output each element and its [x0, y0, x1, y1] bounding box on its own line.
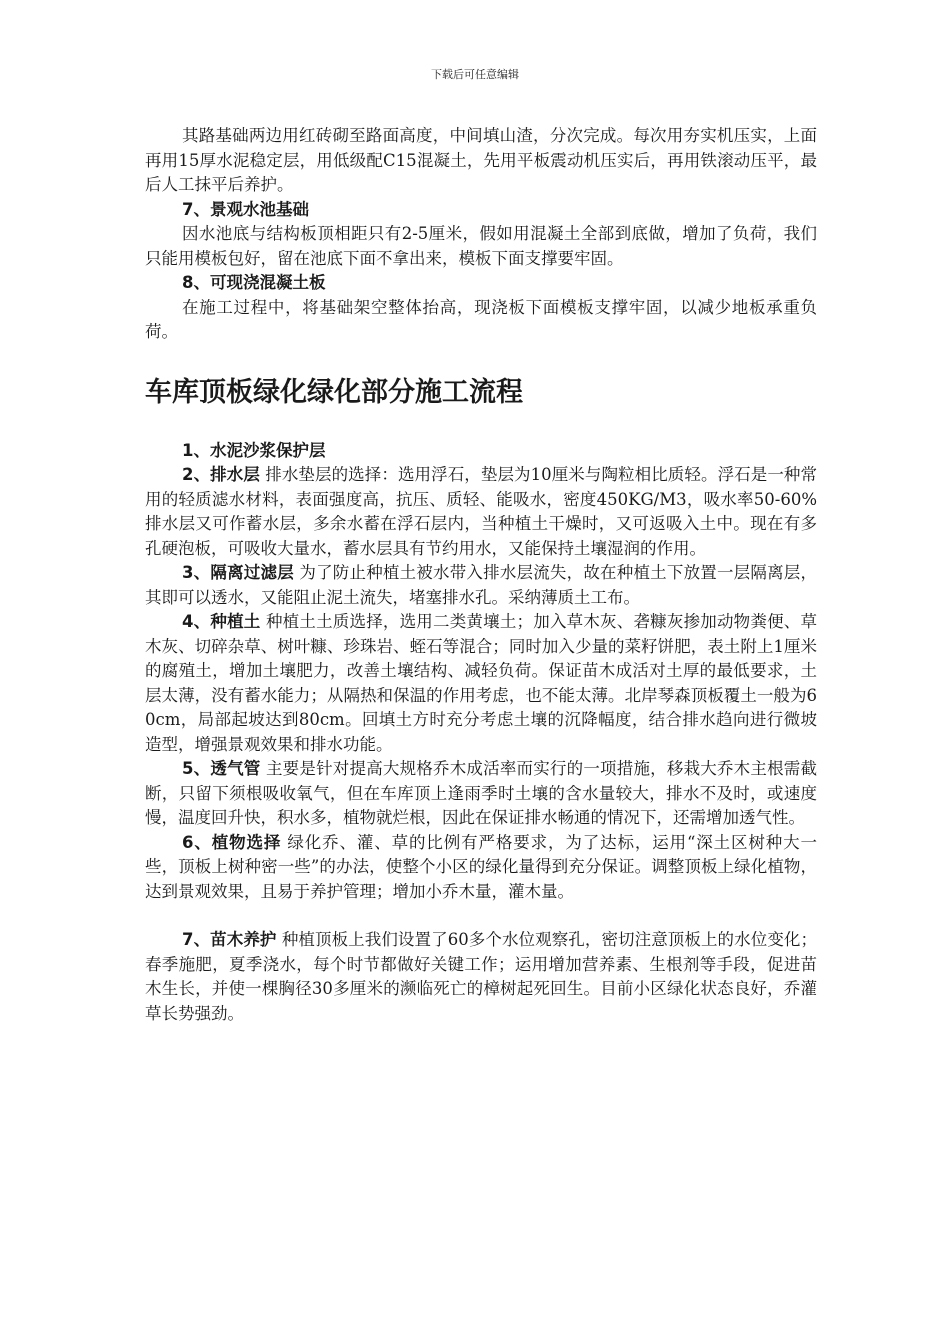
- item-text: 排水垫层的选择：选用浮石，垫层为10厘米与陶粒相比质轻。浮石是一种常用的轻质滤水材料，表面强度高，抗压、质轻、能吸水，密度450KG/M3，吸水率50-60%排水层又可作蓄水层，多余水蓄在浮石层内，当种植土干燥时，又可返吸入土中。现在有多孔硬泡板，可吸收大量水，蓄水层具有节约用水，又能保持土壤湿润的作用。: [145, 465, 817, 558]
- item-text: 绿化乔、灌、草的比例有严格要求，为了达标，运用“深土区树种大一些，顶板上树种密一些”的办法，使整个小区的绿化量得到充分保证。调整顶板上绿化植物，达到景观效果，且易于养护管理；增加小乔木量，灌木量。: [145, 832, 818, 901]
- item-planting-soil: [145, 610, 817, 757]
- item-nursery-care: [145, 928, 817, 1026]
- paragraph-pool-foundation: 因水池底与结构板顶相距只有2-5厘米，假如用混凝土全部到底做，增加了负荷，我们只能用模板包好，留在池底下面不拿出来，模板下面支撑要牢固。: [145, 224, 817, 268]
- item-label: 5、透气管: [182, 759, 261, 778]
- item-mortar-layer: 1、水泥沙浆保护层: [182, 440, 326, 460]
- item-label: 2、排水层: [182, 465, 260, 484]
- document-body: [145, 124, 817, 1026]
- item-drainage-layer: [145, 463, 817, 561]
- paragraph-road-foundation: 其路基础两边用红砖砌至路面高度，中间填山渣，分次完成。每次用夯实机压实，上面再用15厚水泥稳定层，用低级配C15混凝土，先用平板震动机压实后，再用铁滚动压平，最后人工抹平后养护。: [145, 126, 817, 194]
- item-label: 4、种植土: [182, 612, 261, 631]
- item-filter-layer: [145, 561, 817, 610]
- item-text: 主要是针对提高大规格乔木成活率而实行的一项措施，移栽大乔木主根需截断，只留下须根吸收氧气，但在车库顶上逢雨季时土壤的含水量较大，排水不及时，或速度慢，温度回升快，积水多，植物就烂根，因此在保证排水畅通的情况下，还需增加透气性。: [145, 759, 818, 827]
- subheading-pool-foundation: 7、景观水池基础: [182, 199, 309, 219]
- blank-line: [145, 904, 817, 928]
- item-plant-selection: [145, 831, 817, 905]
- item-label: 7、苗木养护: [182, 930, 277, 949]
- item-text: 种植顶板上我们设置了60多个水位观察孔，密切注意顶板上的水位变化；春季施肥，夏季浇水，每个时节都做好关键工作；运用增加营养素、生根剂等手段，促进苗木生长，并使一棵胸径30多厘米的濒临死亡的樟树起死回生。目前小区绿化状态良好，乔灌草长势强劲。: [145, 930, 817, 1023]
- item-label: 6、植物选择: [182, 832, 282, 852]
- item-text: 为了防止种植土被水带入排水层流失，故在种植土下放置一层隔离层，其即可以透水，又能阻止泥土流失，堵塞排水孔。采纳薄质土工布。: [145, 563, 818, 607]
- paragraph-cast-slab: 在施工过程中，将基础架空整体抬高，现浇板下面模板支撑牢固，以减少地板承重负荷。: [145, 297, 817, 341]
- subheading-cast-slab: 8、可现浇混凝土板: [182, 273, 326, 292]
- section-title: 车库顶板绿化绿化部分施工流程: [145, 376, 523, 408]
- item-text: 种植土土质选择，选用二类黄壤土；加入草木灰、砻糠灰掺加动物粪便、草木灰、切碎杂草、树叶糠、珍珠岩、蛭石等混合；同时加入少量的菜籽饼肥，表土附上1厘米的腐殖土，增加土壤肥力，改善土壤结构、减轻负荷。保证苗木成活对土厚的最低要求，土层太薄，没有蓄水能力；从隔热和保温的作用考虑，也不能太薄。北岸琴森顶板覆土一般为60cm，局部起坡达到80cm。回填土方时充分考虑土壤的沉降幅度，结合排水趋向进行微坡造型，增强景观效果和排水功能。: [145, 612, 818, 754]
- item-label: 3、隔离过滤层: [182, 563, 294, 582]
- item-vent-pipe: [145, 757, 817, 831]
- page-header: 下载后可任意编辑: [431, 68, 519, 81]
